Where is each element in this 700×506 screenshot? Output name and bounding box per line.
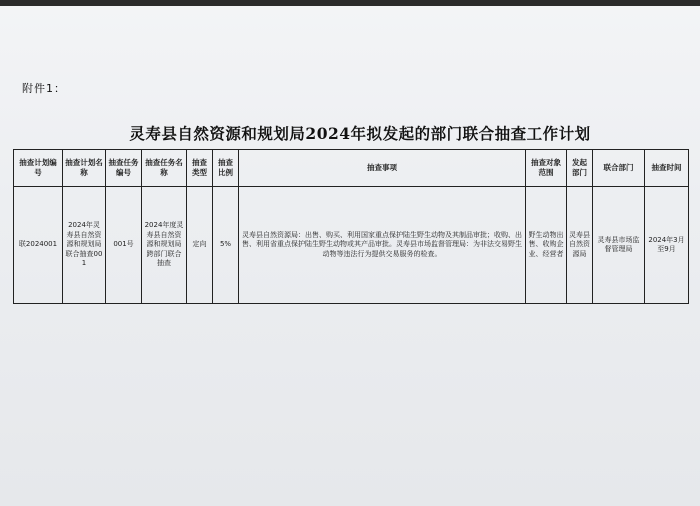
header-plan-name: 抽查计划名称	[63, 150, 106, 187]
cell-joint: 灵寿县市场监督管理局	[593, 187, 645, 304]
document-title: 灵寿县自然资源和规划局2024年拟发起的部门联合抽查工作计划	[129, 124, 591, 143]
cell-scope: 野生动物出售、收购企业、经营者	[526, 187, 567, 304]
appendix-label: 附件1：	[22, 82, 66, 95]
header-ratio: 抽查比例	[213, 150, 239, 187]
header-plan-no: 抽查计划编号	[14, 150, 63, 187]
cell-plan-no: 联2024001	[14, 187, 63, 304]
header-task-name: 抽查任务名称	[142, 150, 187, 187]
header-items: 抽查事项	[239, 150, 526, 187]
header-type: 抽查类型	[187, 150, 213, 187]
table-row	[14, 187, 689, 304]
cell-task-no: 001号	[106, 187, 142, 304]
document-page	[0, 6, 700, 506]
cell-time: 2024年3月至9月	[645, 187, 689, 304]
table-header-row	[14, 150, 689, 187]
cell-ratio: 5%	[213, 187, 239, 304]
inspection-plan-table	[13, 149, 689, 304]
header-initiator: 发起部门	[567, 150, 593, 187]
cell-task-name: 2024年度灵寿县自然资源和规划局跨部门联合抽查	[142, 187, 187, 304]
header-joint: 联合部门	[593, 150, 645, 187]
cell-initiator: 灵寿县自然资源局	[567, 187, 593, 304]
cell-plan-name: 2024年灵寿县自然资源和规划局联合抽查001	[63, 187, 106, 304]
cell-items: 灵寿县自然资源局：出售、购买、利用国家重点保护陆生野生动物及其制品审批；收购、出售、利用省重点保护陆生野生动物或其产品审批。灵寿县市场监督管理局：为非法交易野生动物等违法行为提供交易服务的检查。	[239, 187, 526, 304]
header-task-no: 抽查任务编号	[106, 150, 142, 187]
header-time: 抽查时间	[645, 150, 689, 187]
header-scope: 抽查对象范围	[526, 150, 567, 187]
cell-type: 定向	[187, 187, 213, 304]
